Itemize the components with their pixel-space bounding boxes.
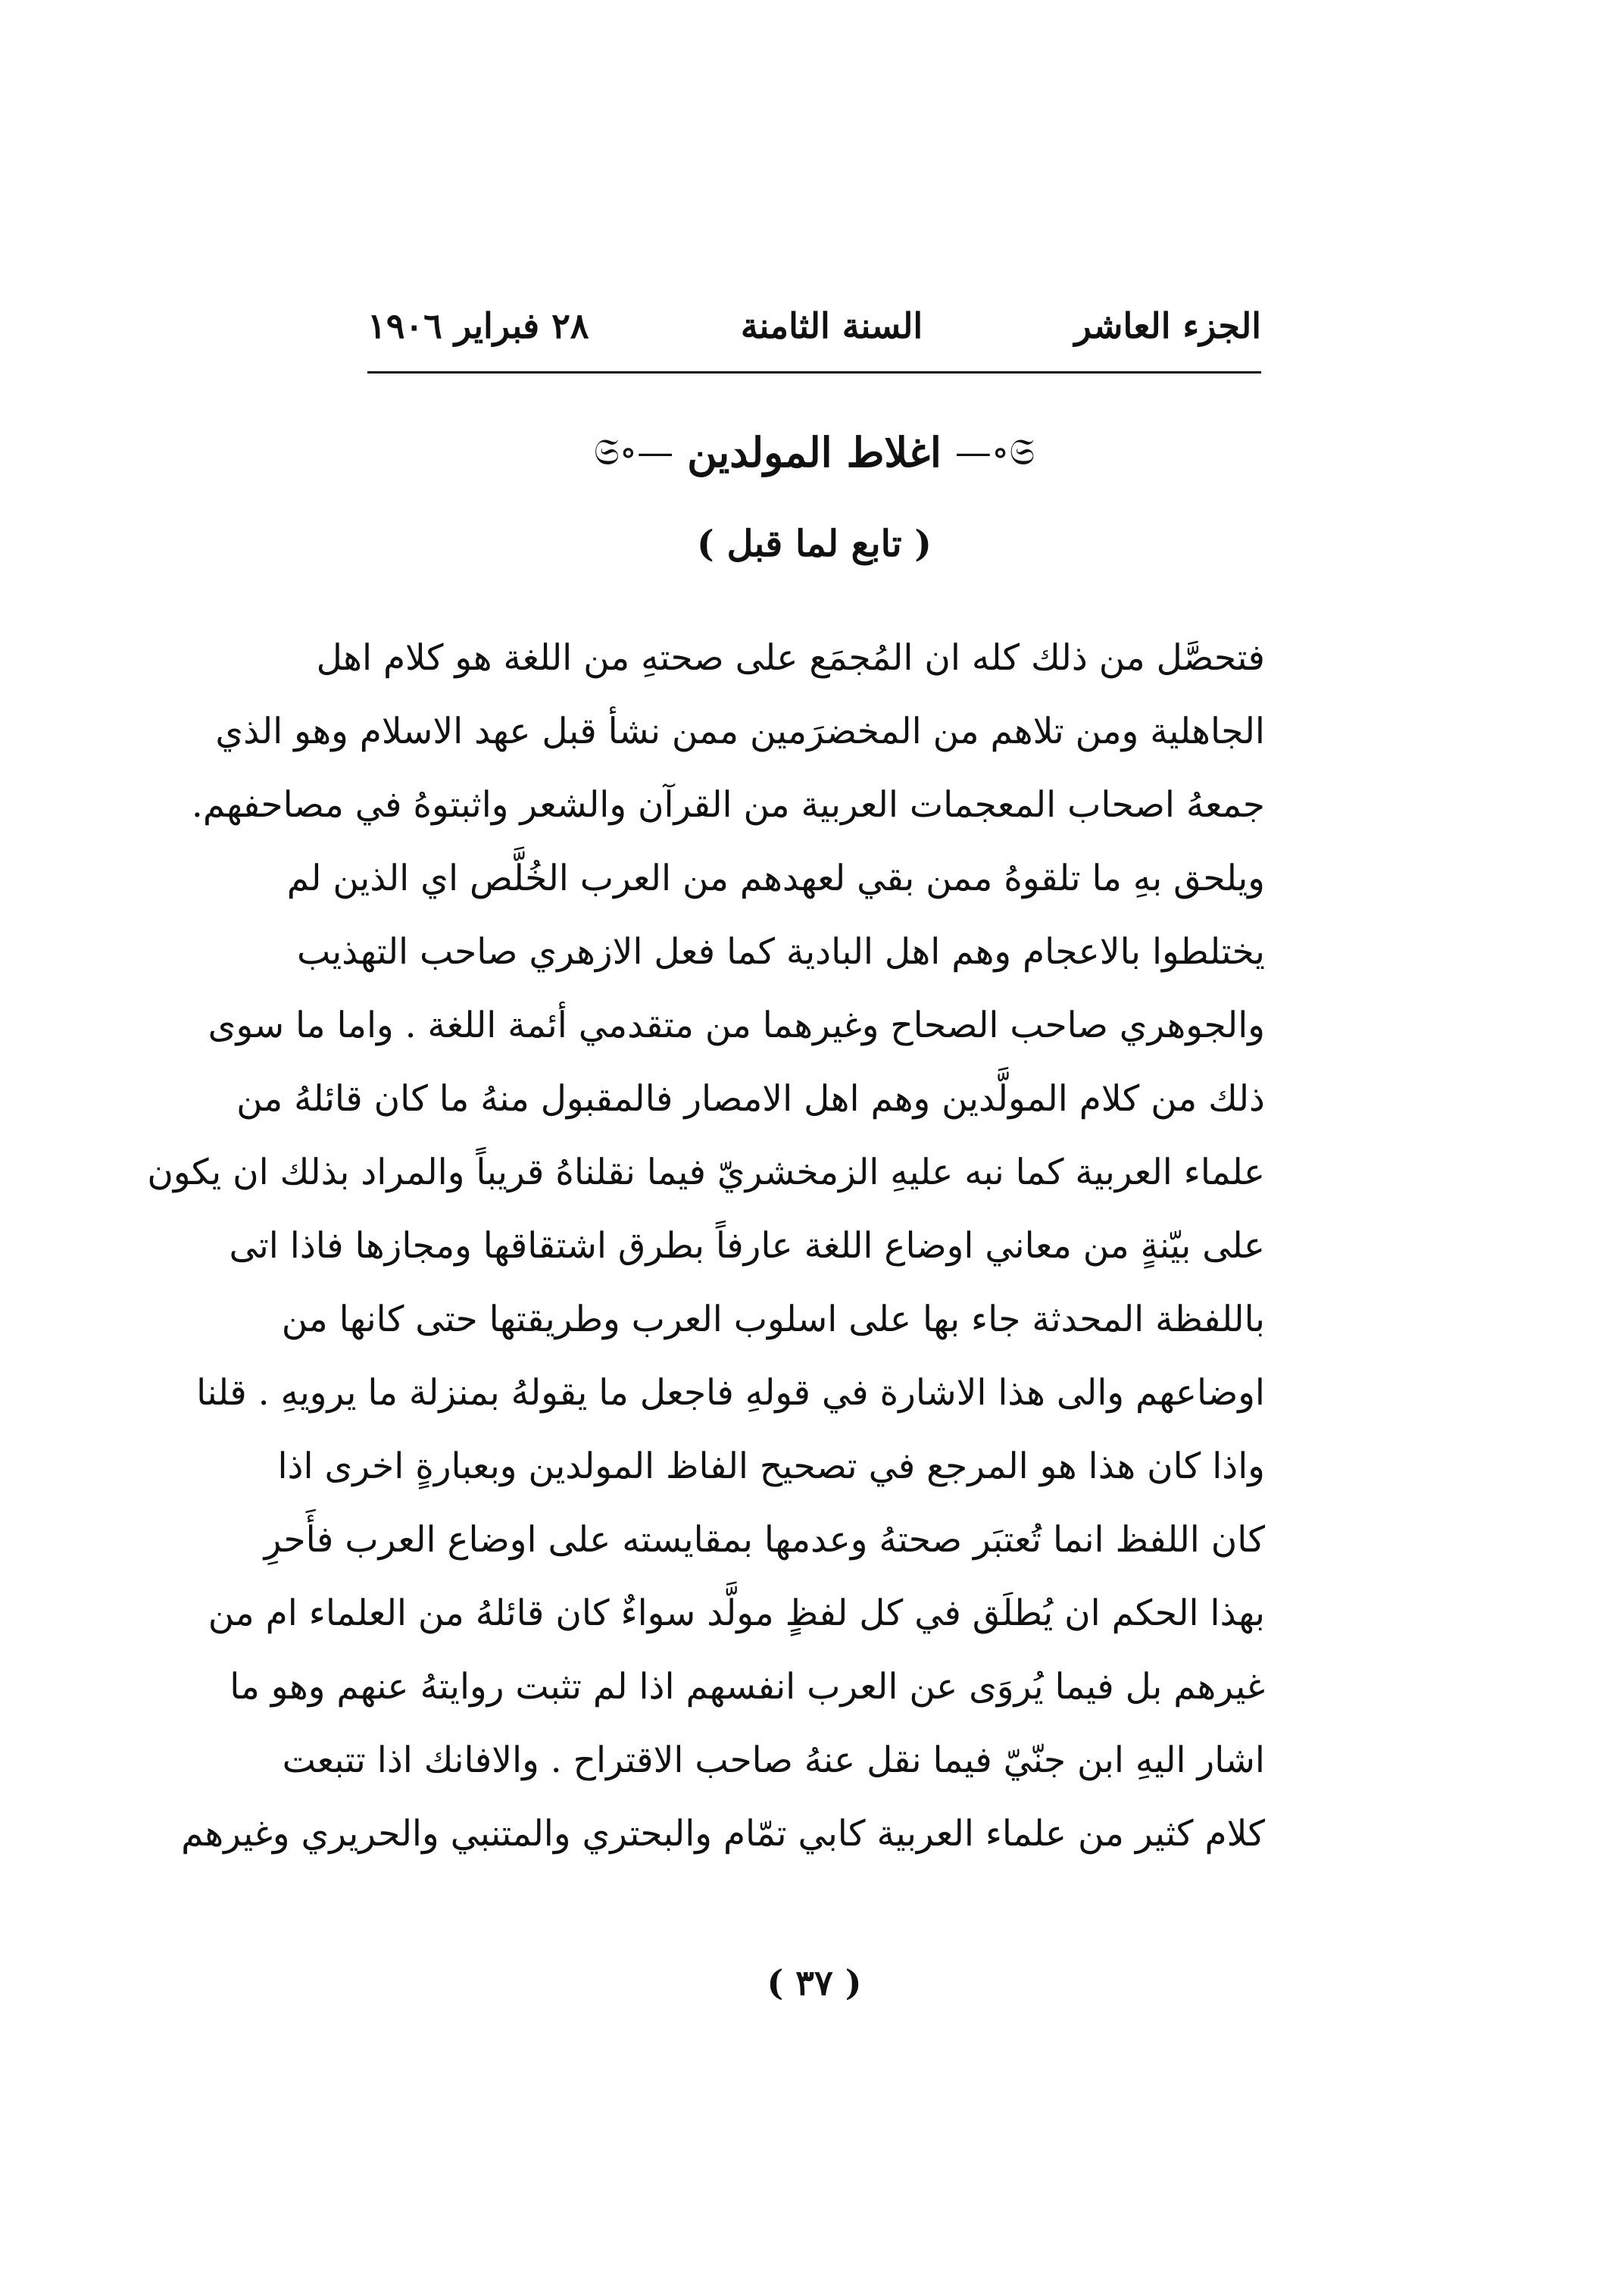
body-line: الجاهلية ومن تلاهم من المخضرَمين ممن نشأ قبل عهد الاسلام وهو الذي [215,711,1265,752]
body-text [147,621,1265,1871]
body-line: كان اللفظ انما تُعتبَر صحتهُ وعدمها بمقايسته على اوضاع العرب فأَحرِ [264,1519,1265,1561]
body-line: غيرهم بل فيما يُروَى عن العرب انفسهم اذا لم تثبت روايتهُ عنهم وهو ما [230,1666,1265,1708]
body-line: بهذا الحكم ان يُطلَق في كل لفظٍ مولَّد سواءٌ كان قائلهُ من العلماء ام من [208,1592,1265,1634]
running-header [367,292,1261,360]
body-line: فتحصَّل من ذلك كله ان المُجمَع على صحتهِ من اللغة هو كلام اهل [316,637,1265,679]
body-line: اشار اليهِ ابن جنّيّ فيما نقل عنهُ صاحب الاقتراح . والافانك اذا تتبعت [282,1739,1265,1781]
body-line: علماء العربية كما نبه عليهِ الزمخشريّ فيما نقلناهُ قريباً والمراد بذلك ان يكون [147,1152,1265,1193]
body-line: ذلك من كلام المولَّدين وهم اهل الامصار فالمقبول منهُ ما كان قائلهُ من [236,1078,1265,1120]
body-line: جمعهُ اصحاب المعجمات العربية من القرآن والشعر واثبتوهُ في مصاحفهم. [191,784,1265,826]
header-rule [367,371,1261,373]
body-line: ويلحق بهِ ما تلقوهُ ممن بقي لعهدهم من العرب الخُلَّص اي الذين لم [286,858,1265,899]
header-year: السنة الثامنة [740,305,923,346]
page-number: ( ٣٧ ) [767,1962,862,2003]
title-ornament-left-icon: —∘𝔖 [593,430,674,474]
title-ornament-right-icon: 𝔖∘— [954,430,1035,474]
article-title: اغلاط المولدين [687,428,942,477]
article-subtitle: ( تابع لما قبل ) [697,523,932,565]
body-line: والجوهري صاحب الصحاح وغيرهما من متقدمي أئمة اللغة . واما ما سوى [208,1005,1265,1046]
body-line: باللفظة المحدثة جاء بها على اسلوب العرب وطريقتها حتى كانها من [281,1299,1265,1340]
body-line: يختلطوا بالاعجام وهم اهل البادية كما فعل الازهري صاحب التهذيب [296,931,1265,973]
article-title-row [367,428,1261,477]
body-line: كلام كثير من علماء العربية كابي تمّام والبحتري والمتنبي والحريري وغيرهم [181,1813,1265,1855]
body-line: واذا كان هذا هو المرجع في تصحيح الفاظ المولدين وبعبارةٍ اخرى اذا [277,1446,1265,1487]
body-line: اوضاعهم والى هذا الاشارة في قولهِ فاجعل ما يقولهُ بمنزلة ما يرويهِ . قلنا [196,1372,1265,1414]
header-part: الجزء العاشر [1074,305,1261,346]
body-line: على بيّنةٍ من معاني اوضاع اللغة عارفاً بطرق اشتقاقها ومجازها فاذا اتى [229,1225,1265,1267]
header-date: ٢٨ فبراير ١٩٠٦ [367,305,589,346]
